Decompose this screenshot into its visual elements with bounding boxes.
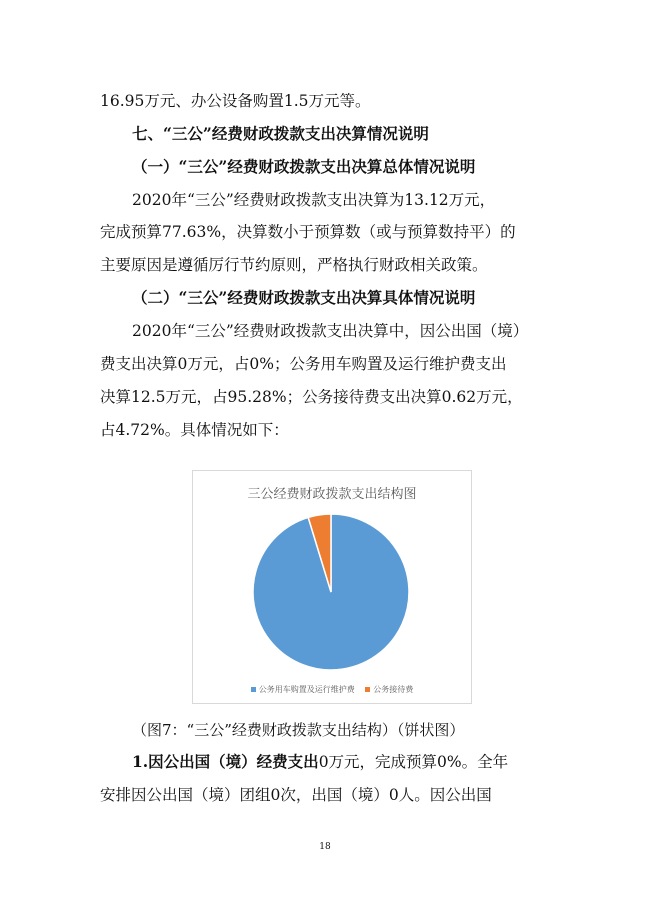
subsection-heading: （二）“三公”经费财政拨款支出决算具体情况说明 [132, 288, 476, 307]
text-line: 费支出决算0万元，占0%；公务用车购置及运行维护费支出 [100, 355, 507, 373]
pie-chart [192, 470, 472, 704]
text-line: 占4.72%。具体情况如下： [100, 421, 289, 439]
legend-item [365, 684, 413, 695]
text-line: 2020年“三公”经费财政拨款支出决算为13.12万元， [132, 191, 496, 209]
item-heading: 1.因公出国（境）经费支出 [132, 752, 319, 771]
chart-title: 三公经费财政拨款支出结构图 [247, 487, 417, 502]
legend-label: 公务用车购置及运行维护费 [258, 685, 355, 694]
item-text: 0万元，完成预算0%。全年 [318, 753, 509, 771]
figure-caption: （图7：“三公”经费财政拨款支出结构）（饼状图） [132, 721, 465, 739]
legend-swatch [365, 687, 370, 692]
pie-chart-svg [193, 471, 471, 703]
legend-item [251, 684, 355, 695]
text-line: 决算12.5万元，占95.28%；公务接待费支出决算0.62万元， [100, 388, 523, 406]
text-line: 16.95万元、办公设备购置1.5万元等。 [100, 92, 371, 110]
text-line: 安排因公出国（境）团组0次，出国（境）0人。因公出国 [100, 786, 492, 804]
subsection-heading: （一）“三公”经费财政拨款支出决算总体情况说明 [132, 157, 476, 176]
text-line: 完成预算77.63%，决算数小于预算数（或与预算数持平）的 [100, 223, 516, 241]
chart-legend [193, 684, 471, 695]
text-line: 2020年“三公”经费财政拨款支出决算中，因公出国（境） [132, 322, 529, 340]
legend-label: 公务接待费 [373, 685, 414, 694]
page-number: 18 [319, 842, 331, 852]
text-line [132, 752, 550, 772]
text-line: 主要原因是遵循厉行节约原则，严格执行财政相关政策。 [100, 256, 488, 274]
legend-swatch [251, 687, 256, 692]
section-heading: 七、“三公”经费财政拨款支出决算情况说明 [132, 124, 429, 143]
